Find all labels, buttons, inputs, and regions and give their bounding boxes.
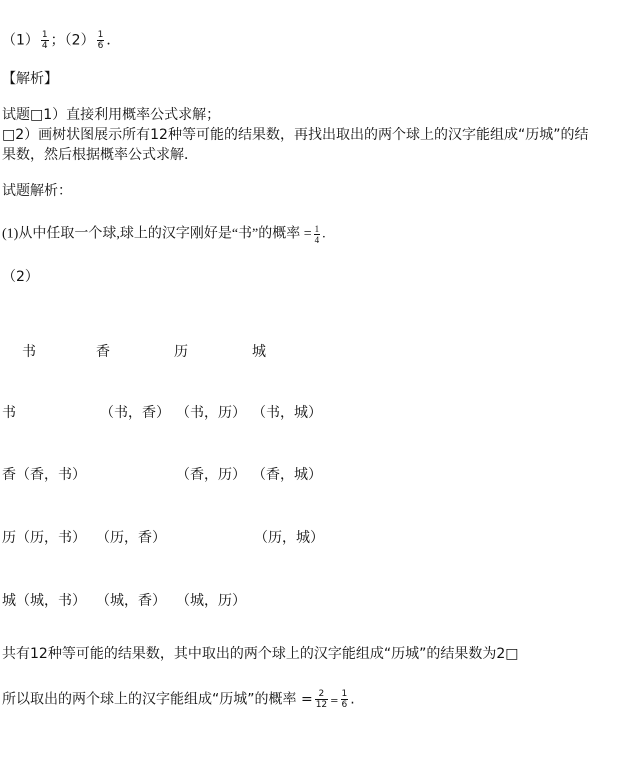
- step1-tail: .: [322, 226, 326, 242]
- table-header-2: 香: [96, 344, 110, 360]
- step1-fraction: $\frac{1}{4}$: [314, 224, 320, 245]
- analysis-title: 【解析】: [2, 71, 58, 87]
- answer-line: [2, 30, 120, 51]
- solution-title: 试题解析：: [2, 183, 72, 199]
- conclusion-line-2: [2, 689, 355, 711]
- table-cell: （历，书）: [16, 530, 86, 546]
- conclusion-text: 所以取出的两个球上的汉字能组成“历城”的概率 =: [2, 691, 313, 708]
- answer-part1-label: （1）: [2, 32, 39, 49]
- table-cell: （书，城）: [252, 405, 322, 421]
- step2-label: （2）: [2, 269, 39, 285]
- table-header-1: 书: [22, 344, 36, 360]
- table-cell: （城，书）: [16, 593, 86, 609]
- conclusion-line-1: 共有12种等可能的结果数，其中取出的两个球上的汉字能组成“历城”的结果数为2□: [2, 646, 519, 662]
- hint-line-3: 果数，然后根据概率公式求解．: [2, 147, 198, 163]
- table-header-4: 城: [252, 344, 266, 360]
- table-row-label: 香: [2, 467, 16, 483]
- table-cell: （城，香）: [96, 593, 166, 609]
- table-header-3: 历: [174, 344, 188, 360]
- step1-text: (1)从中任取一个球,球上的汉字刚好是“书”的概率 =: [2, 226, 312, 242]
- conclusion-fraction-2: $\frac{1}{6}$: [341, 689, 348, 710]
- conclusion-fraction-1: $\frac{2}{12}$: [315, 689, 328, 710]
- answer-end: ．: [106, 32, 121, 49]
- table-row-label: 历: [2, 530, 16, 546]
- conclusion-tail: .: [350, 691, 355, 708]
- table-cell: （历，香）: [96, 530, 166, 546]
- table-cell: （香，书）: [16, 467, 86, 483]
- step1-line: [2, 224, 326, 245]
- table-cell: （书，历）: [176, 405, 246, 421]
- hint-line-1: 试题□1）直接利用概率公式求解；: [2, 107, 221, 123]
- table-row-label: 城: [2, 593, 16, 609]
- table-row-label: 书: [2, 405, 16, 421]
- answer-fraction-1: $\frac{1}{4}$: [41, 30, 48, 51]
- table-cell: （书，香）: [100, 405, 170, 421]
- table-cell: （历，城）: [254, 530, 324, 546]
- table-cell: （香，城）: [252, 467, 322, 483]
- hint-line-2: □2）画树状图展示所有12种等可能的结果数，再找出取出的两个球上的汉字能组成“历城”的结: [2, 127, 589, 143]
- answer-separator: ；（2）: [50, 32, 95, 49]
- table-cell: （城，历）: [176, 593, 246, 609]
- answer-fraction-2: $\frac{1}{6}$: [97, 30, 104, 51]
- conclusion-equals: =: [330, 695, 339, 707]
- table-cell: （香，历）: [176, 467, 246, 483]
